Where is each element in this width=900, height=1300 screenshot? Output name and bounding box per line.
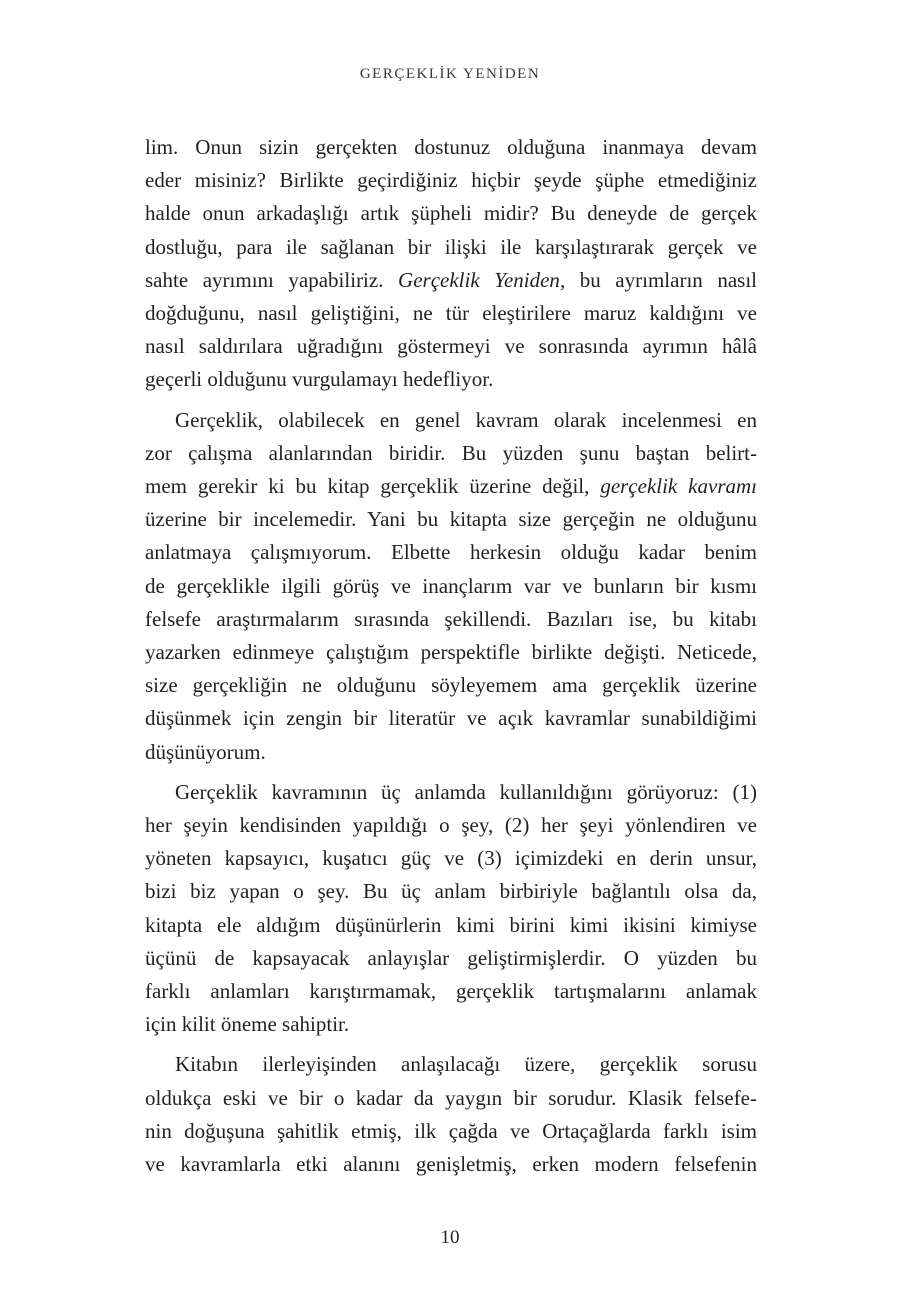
text-line: felsefe araştırmalarım sırasında şekillendi. Bazıları ise, bu kitabı [145,606,757,631]
italic-title: gerçeklik kavramı [600,474,757,499]
text-line: Gerçeklik kavramının üç anlamda kullanıldığını görüyoruz: (1) [175,779,757,804]
text-line: mem gerekir ki bu kitap gerçeklik üzerine değil, gerçeklik kavramı [145,474,757,499]
text-line: Gerçeklik, olabilecek en genel kavram olarak incelenmesi en [175,407,757,432]
running-header: GERÇEKLİK YENİDEN [359,66,541,82]
text-line: Kitabın ilerleyişinden anlaşılacağı üzere, gerçeklik sorusu [175,1052,757,1077]
paragraph [145,131,757,397]
text-line: bizi biz yapan o şey. Bu üç anlam birbiriyle bağlantılı olsa da, [145,879,757,904]
text-line: her şeyin kendisinden yapıldığı o şey, (2) her şeyi yönlendiren ve [145,813,757,838]
text-line: oldukça eski ve bir o kadar da yaygın bir sorudur. Klasik felsefe- [145,1085,757,1110]
text-line: de gerçeklikle ilgili görüş ve inançlarım var ve bunların bir kısmı [145,573,757,598]
text-line: nin doğuşuna şahitlik etmiş, ilk çağda ve Ortaçağlarda farklı isim [145,1118,757,1143]
text-line: düşünüyorum. [145,739,266,764]
text-line: sahte ayrımını yapabiliriz. Gerçeklik Yeniden, bu ayrımların nasıl [145,267,757,292]
text-line: yazarken edinmeye çalıştığım perspektifle birlikte değişti. Neticede, [145,640,757,665]
text-line: düşünmek için zengin bir literatür ve açık kavramlar sunabildiğimi [145,706,757,731]
text-line: yöneten kapsayıcı, kuşatıcı güç ve (3) içimizdeki en derin unsur, [145,846,757,871]
text-line: eder misiniz? Birlikte geçirdiğiniz hiçbir şeyde şüphe etmediğiniz [145,168,757,193]
text-line: anlatmaya çalışmıyorum. Elbette herkesin olduğu kadar benim [145,540,757,565]
text-line: nasıl saldırılara uğradığını göstermeyi ve sonrasında ayrımın hâlâ [145,334,757,359]
text-line: zor çalışma alanlarından biridir. Bu yüzden şunu baştan belirt- [145,440,757,465]
text-line: ve kavramlarla etki alanını genişletmiş, erken modern felsefenin [145,1152,757,1177]
text-line: farklı anlamları karıştırmamak, gerçeklik tartışmalarını anlamak [145,979,757,1004]
body-text [145,131,757,1181]
text-line: üzerine bir incelemedir. Yani bu kitapta size gerçeğin ne olduğunu [145,507,757,532]
paragraph [145,1048,757,1181]
italic-title: Gerçeklik Yeniden [398,267,560,292]
text-line: kitapta ele aldığım düşünürlerin kimi birini kimi ikisini kimiyse [145,912,757,937]
text-line: geçerli olduğunu vurgulamayı hedefliyor. [145,367,494,392]
text-line: üçünü de kapsayacak anlayışlar geliştirmişlerdir. O yüzden bu [145,945,757,970]
text-line: için kilit öneme sahiptir. [145,1012,350,1037]
paragraph [145,404,757,769]
text-line: dostluğu, para ile sağlanan bir ilişki ile karşılaştırarak gerçek ve [145,234,757,259]
text-line: size gerçekliğin ne olduğunu söyleyemem ama gerçeklik üzerine [145,673,757,698]
text-line: halde onun arkadaşlığı artık şüpheli midir? Bu deneyde de gerçek [145,201,757,226]
page-number: 10 [440,1227,460,1248]
paragraph [145,776,757,1042]
text-line: lim. Onun sizin gerçekten dostunuz olduğuna inanmaya devam [145,135,757,159]
text-line: doğduğunu, nasıl geliştiğini, ne tür eleştirilere maruz kaldığını ve [145,301,757,326]
